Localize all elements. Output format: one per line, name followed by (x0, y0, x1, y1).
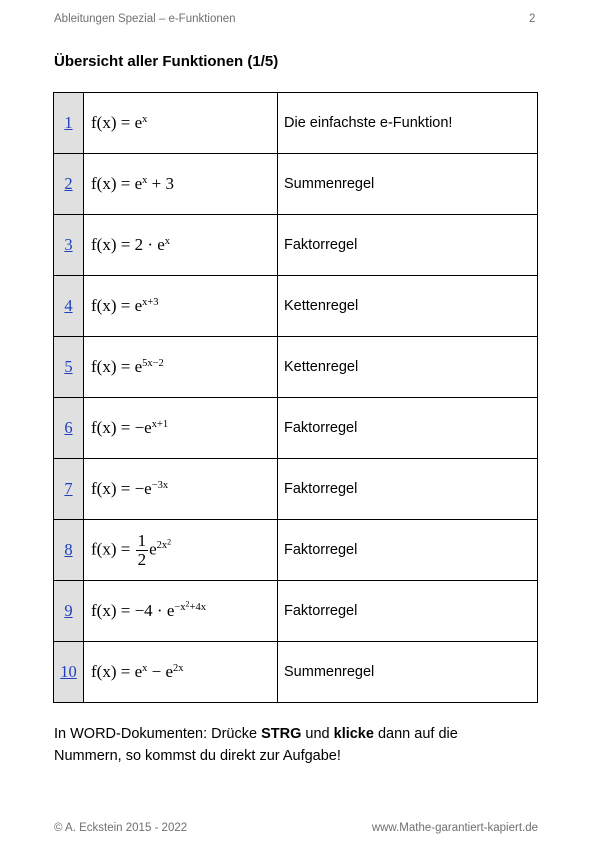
description: Faktorregel (278, 520, 538, 581)
functions-table (53, 92, 538, 703)
table-row (54, 93, 538, 154)
copyright: © A. Eckstein 2015 - 2022 (54, 822, 188, 834)
table-row (54, 154, 538, 215)
task-link-8[interactable]: 8 (64, 540, 73, 559)
row-number-cell (54, 581, 84, 642)
note-text: In WORD-Dokumenten: Drücke (54, 726, 262, 742)
note-text: und (301, 726, 334, 742)
description: Kettenregel (278, 337, 538, 398)
description: Faktorregel (278, 459, 538, 520)
formula: $f(x) = e^{x+3}$ (84, 276, 278, 337)
description: Die einfachste e-Funktion! (278, 93, 538, 154)
description: Summenregel (278, 154, 538, 215)
table-row (54, 642, 538, 703)
description: Kettenregel (278, 276, 538, 337)
task-link-10[interactable]: 10 (60, 662, 77, 681)
row-number-cell (54, 459, 84, 520)
row-number-cell (54, 154, 84, 215)
row-number-cell (54, 215, 84, 276)
formula: $f(x) = 2 \cdot e^x$ (84, 215, 278, 276)
task-link-1[interactable]: 1 (64, 113, 73, 132)
table-row (54, 276, 538, 337)
website: www.Mathe-garantiert-kapiert.de (371, 822, 538, 834)
task-link-2[interactable]: 2 (64, 174, 73, 193)
header-title: Ableitungen Spezial – e-Funktionen (54, 13, 236, 25)
formula: $f(x) = e^x - e^{2x}$ (84, 642, 278, 703)
description: Summenregel (278, 642, 538, 703)
row-number-cell (54, 520, 84, 581)
table-row (54, 459, 538, 520)
formula: $f(x) = e^x$ (84, 93, 278, 154)
row-number-cell (54, 337, 84, 398)
formula: $f(x) = -e^{x+1}$ (84, 398, 278, 459)
table-row (54, 581, 538, 642)
page-number: 2 (529, 13, 536, 25)
task-link-5[interactable]: 5 (64, 357, 73, 376)
instruction-note (54, 723, 524, 767)
table-row (54, 337, 538, 398)
row-number-cell (54, 642, 84, 703)
description: Faktorregel (278, 581, 538, 642)
formula: $f(x) = e^x + 3$ (84, 154, 278, 215)
page-title: Übersicht aller Funktionen (1/5) (54, 53, 279, 70)
table-row (54, 398, 538, 459)
row-number-cell (54, 398, 84, 459)
task-link-3[interactable]: 3 (64, 235, 73, 254)
formula: $f(x) = e^{5x-2}$ (84, 337, 278, 398)
row-number-cell (54, 93, 84, 154)
formula: $f(x) = -e^{-3x}$ (84, 459, 278, 520)
description: Faktorregel (278, 398, 538, 459)
note-strg: STRG (261, 726, 302, 742)
fraction: $\frac{1}{2}$ (137, 530, 147, 569)
task-link-6[interactable]: 6 (64, 418, 73, 437)
formula: $f(x) = -4 \cdot e^{-x^2+4x}$ (84, 581, 278, 642)
table-row (54, 215, 538, 276)
task-link-7[interactable]: 7 (64, 479, 73, 498)
note-text: dann auf die Nummern, so kommst du direkt zur Aufgabe! (54, 726, 458, 764)
task-link-4[interactable]: 4 (64, 296, 73, 315)
description: Faktorregel (278, 215, 538, 276)
row-number-cell (54, 276, 84, 337)
table-row (54, 520, 538, 581)
formula: f(x) = $\frac{1}{2}$ $e^{2x^2}$ (84, 520, 278, 581)
note-klicke: klicke (333, 726, 374, 742)
task-link-9[interactable]: 9 (64, 601, 73, 620)
